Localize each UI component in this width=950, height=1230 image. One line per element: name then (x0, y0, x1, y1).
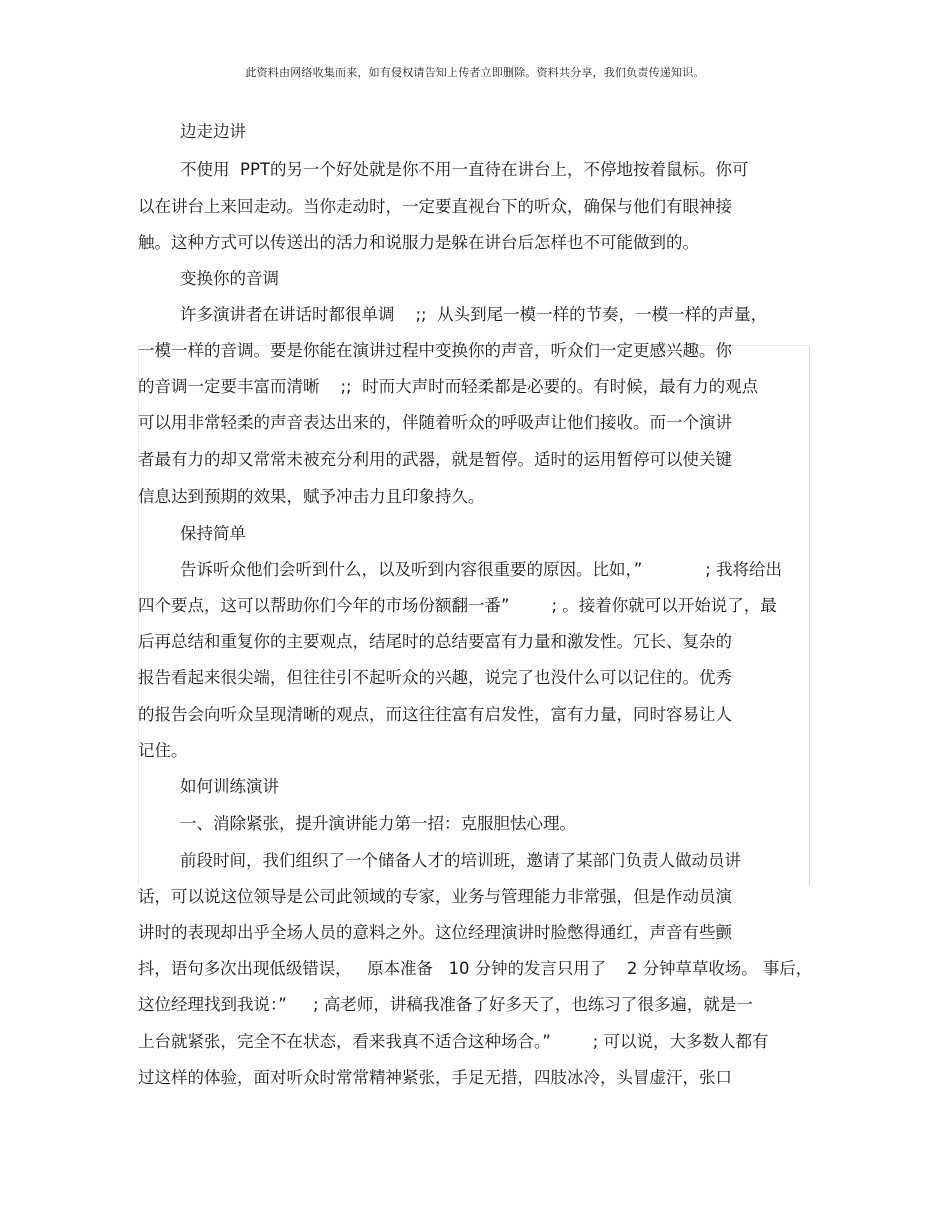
paragraph-line: 触。这种方式可以传送出的活力和说服力是躲在讲台后怎样也不可能做到的。 (138, 233, 699, 252)
paragraph-line: 讲时的表现却出乎全场人员的意料之外。这位经理演讲时脸憋得通红，声音有些颤 (138, 923, 732, 942)
paragraph-line: 四个要点，这可以帮助你们今年的市场份额翻一番” ; 。接着你就可以开始说了，最 (138, 596, 777, 615)
paragraph-line: 的报告会向听众呈现清晰的观点，而这往往富有启发性，富有力量，同时容易让人 (138, 705, 732, 724)
paragraph-line: 以在讲台上来回走动。当你走动时，一定要直视台下的听众，确保与他们有眼神接 (138, 197, 732, 216)
paragraph-line: 告诉听众他们会听到什么，以及听到内容很重要的原因。比如，” ; 我将给出 (180, 560, 783, 579)
paragraph-line: 前段时间，我们组织了一个储备人才的培训班，邀请了某部门负责人做动员讲 (180, 851, 741, 870)
paragraph-line: 记住。 (138, 741, 188, 760)
paragraph-line: 这位经理找到我说：” ; 高老师，讲稿我准备了好多天了，也练习了很多遍，就是一 (138, 995, 753, 1014)
paragraph-line: 信息达到预期的效果，赋予冲击力且印象持久。 (138, 487, 485, 506)
paragraph-line: 的音调一定要丰富而清晰 ;; 时而大声时而轻柔都是必要的。有时候，最有力的观点 (138, 377, 759, 396)
heading-vary-tone: 变换你的音调 (180, 269, 279, 288)
heading-walk-and-talk: 边走边讲 (180, 122, 246, 141)
heading-training: 如何训练演讲 (180, 777, 279, 796)
subheading-step-one: 一、消除紧张，提升演讲能力第一招：克服胆怯心理。 (180, 814, 576, 833)
heading-keep-simple: 保持简单 (180, 524, 246, 543)
paragraph-line: 可以用非常轻柔的声音表达出来的，伴随着听众的呼吸声让他们接收。而一个演讲 (138, 413, 732, 432)
paragraph-line: 报告看起来很尖端，但往往引不起听众的兴趣，说完了也没什么可以记住的。优秀 (138, 668, 732, 687)
paragraph-line: 话，可以说这位领导是公司此领域的专家，业务与管理能力非常强，但是作动员演 (138, 887, 732, 906)
paragraph-line: 一模一样的音调。要是你能在演讲过程中变换你的声音，听众们一定更感兴趣。你 (138, 341, 732, 360)
paragraph-line: 后再总结和重复你的主要观点，结尾时的总结要富有力量和激发性。冗长、复杂的 (138, 632, 732, 651)
paragraph-line: 抖，语句多次出现低级错误， 原本准备 10 分钟的发言只用了 2 分钟草草收场。 事后， (138, 959, 813, 978)
paragraph-line: 者最有力的却又常常未被充分利用的武器，就是暂停。适时的运用暂停可以使关键 (138, 450, 732, 469)
paragraph-line: 不使用 PPT的另一个好处就是你不用一直待在讲台上，不停地按着鼠标。你可 (180, 160, 749, 179)
copyright-notice: 此资料由网络收集而来，如有侵权请告知上传者立即删除。资料共分享，我们负责传递知识。 (245, 66, 705, 79)
paragraph-line: 许多演讲者在讲话时都很单调 ;; 从头到尾一模一样的节奏，一模一样的声量， (180, 305, 768, 324)
paragraph-line: 上台就紧张，完全不在状态，看来我真不适合这种场合。” ; 可以说，大多数人都有 (138, 1032, 769, 1051)
paragraph-line: 过这样的体验，面对听众时常常精神紧张，手足无措，四肢冰冷，头冒虚汗，张口 (138, 1068, 732, 1087)
